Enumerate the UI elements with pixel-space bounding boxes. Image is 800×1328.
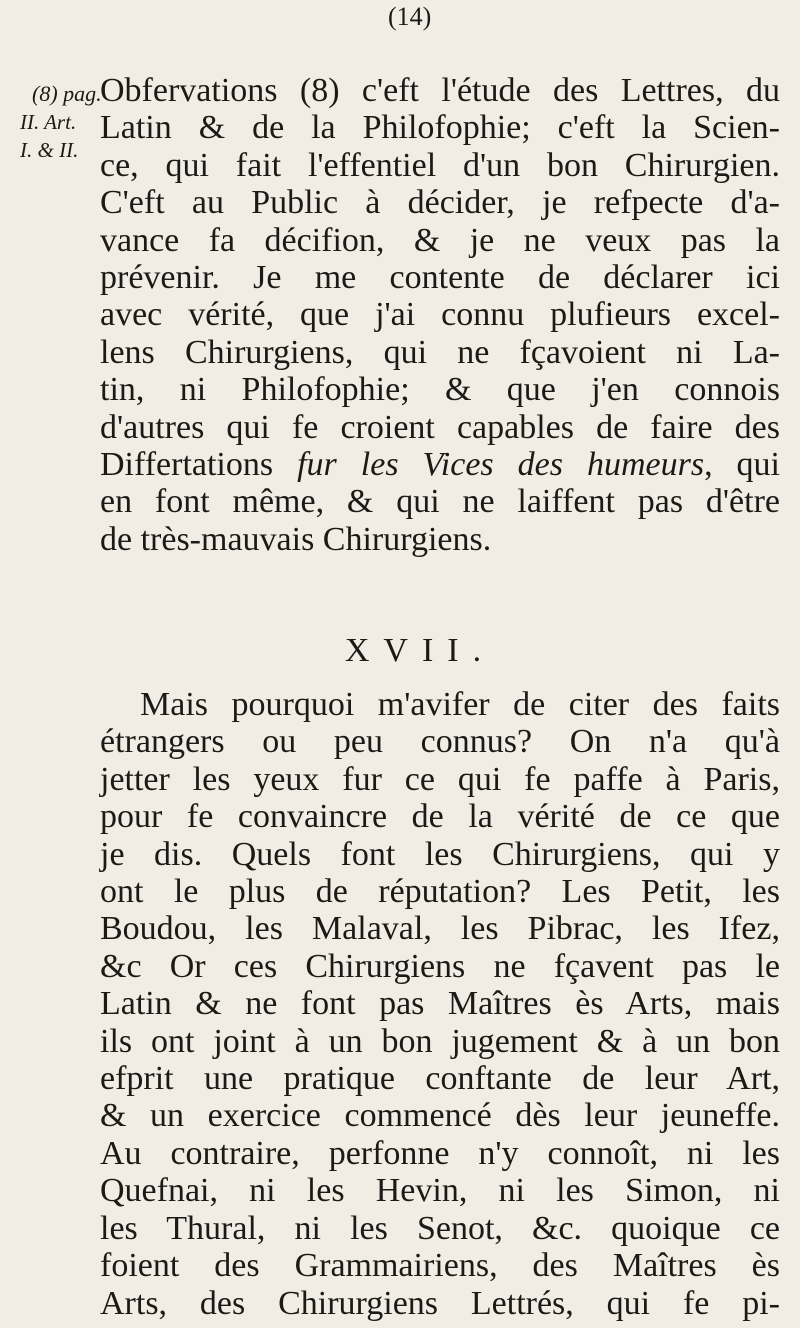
paragraph-1 xyxy=(100,72,780,558)
p1-line-2: Latin & de la Philofophie; c'eft la Scien- xyxy=(100,109,780,147)
p1-line-4: C'eft au Public à décider, je refpecte d'a- xyxy=(100,184,780,222)
p1-line-10: d'autres qui fe croient capables de faire des xyxy=(100,408,780,446)
p1-line-11-after: , qui xyxy=(704,446,781,484)
section-heading: XVII. xyxy=(344,632,496,669)
p2-line-8: &c Or ces Chirurgiens ne fçavent pas le xyxy=(100,947,780,985)
p1-line-12: en font même, & qui ne laiffent pas d'être xyxy=(100,483,780,521)
p2-line-3: jetter les yeux fur ce qui fe paffe à Paris, xyxy=(100,760,780,798)
margin-reference xyxy=(32,72,102,112)
p1-line-11-before: Differtations xyxy=(100,446,298,484)
p1-line-5: vance fa décifion, & je ne veux pas la xyxy=(100,221,780,259)
paragraph-2 xyxy=(100,686,780,1322)
p2-line-17: Arts, des Chirurgiens Lettrés, qui fe pi- xyxy=(100,1284,780,1322)
p2-line-4: pour fe convaincre de la vérité de ce que xyxy=(100,798,780,836)
p2-line-2: étrangers ou peu connus? On n'a qu'à xyxy=(100,723,780,761)
p1-line-8: lens Chirurgiens, qui ne fçavoient ni La- xyxy=(100,333,780,371)
p1-line-7: avec vérité, que j'ai connu plufieurs excel- xyxy=(100,296,780,334)
margin-note-line2: I. & II. xyxy=(20,138,79,162)
p1-line-6: prévenir. Je me contente de déclarer ici xyxy=(100,259,780,297)
margin-note-line1: II. Art. xyxy=(20,110,77,134)
p2-line-14: Quefnai, ni les Hevin, ni les Simon, ni xyxy=(100,1172,780,1210)
page-number: (14) xyxy=(388,2,432,31)
p1-line-3: ce, qui fait l'effentiel d'un bon Chirurgien. xyxy=(100,146,780,184)
p2-line-12: & un exercice commencé dès leur jeuneffe. xyxy=(100,1097,780,1135)
p2-line-10: ils ont joint à un bon jugement & à un bon xyxy=(100,1022,780,1060)
p2-line-6: ont le plus de réputation? Les Petit, les xyxy=(100,873,780,911)
margin-ref-label: (8) pag. xyxy=(32,81,102,106)
p2-line-7: Boudou, les Malaval, les Pibrac, les Ifez, xyxy=(100,910,780,948)
p1-line-1: Obfervations (8) c'eft l'étude des Lettres, du xyxy=(100,72,780,109)
margin-note xyxy=(20,108,100,164)
italic-title: fur les Vices des humeurs xyxy=(297,446,705,484)
p1-line-13: de très-mauvais Chirurgiens. xyxy=(100,520,492,558)
p1-line-9: tin, ni Philofophie; & que j'en connois xyxy=(100,371,780,409)
p2-line-13: Au contraire, perfonne n'y connoît, ni les xyxy=(100,1134,780,1172)
p2-line-11: efprit une pratique conftante de leur Art, xyxy=(100,1060,780,1098)
p2-line-15: les Thural, ni les Senot, &c. quoique ce xyxy=(100,1209,780,1247)
p2-line-1: Mais pourquoi m'avifer de citer des faits xyxy=(140,686,780,723)
p2-line-5: je dis. Quels font les Chirurgiens, qui y xyxy=(100,835,780,873)
p1-line-11 xyxy=(100,446,780,483)
p2-line-16: foient des Grammairiens, des Maîtres ès xyxy=(100,1247,780,1285)
p2-line-9: Latin & ne font pas Maîtres ès Arts, mais xyxy=(100,985,780,1023)
